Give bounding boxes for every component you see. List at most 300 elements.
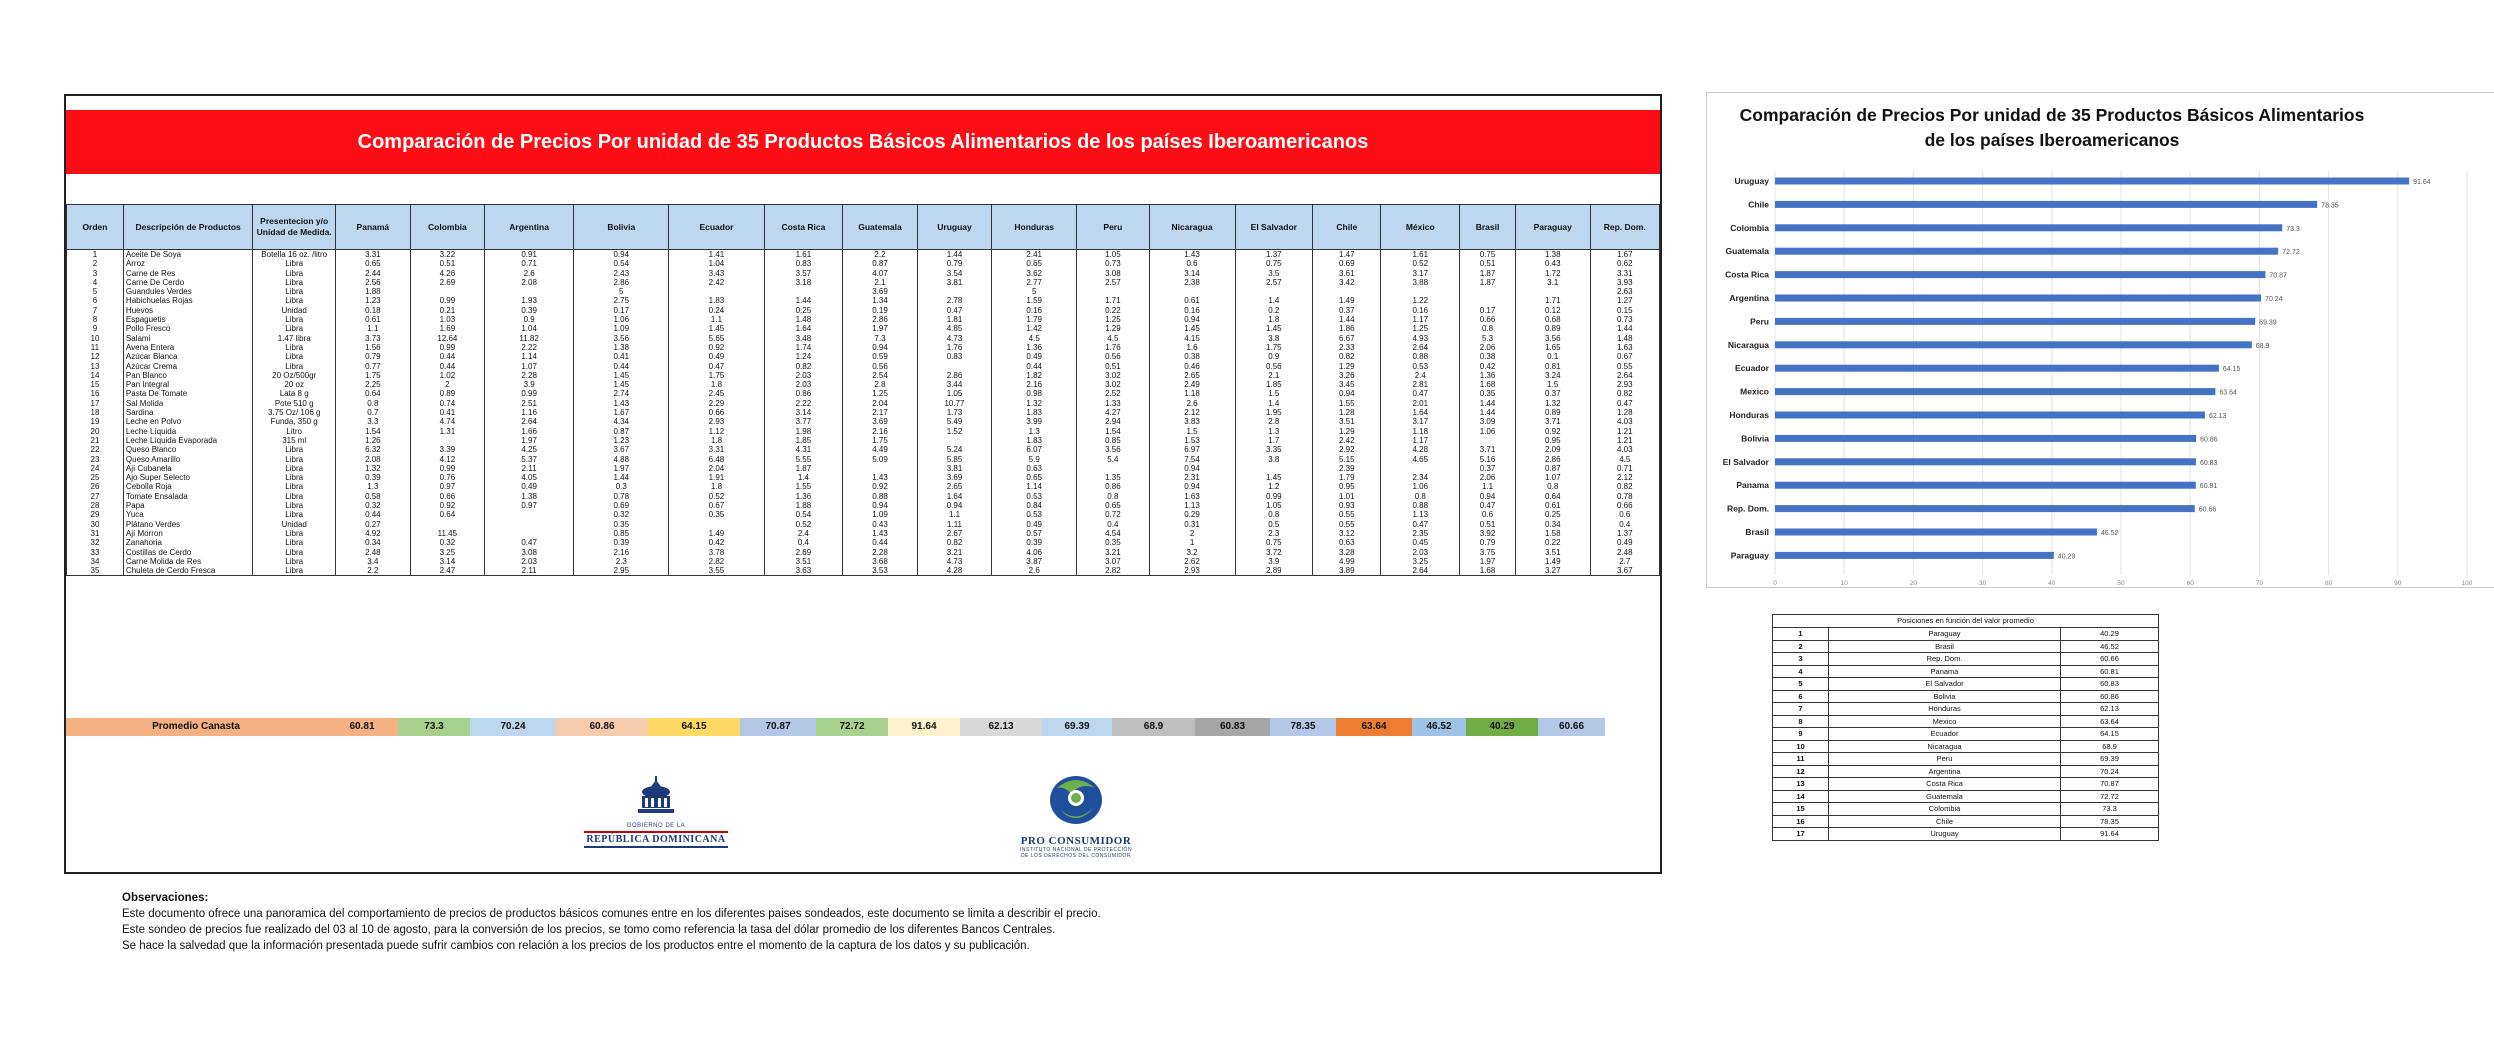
table-cell: 0.64 [336,389,411,398]
table-cell: 13 [67,362,124,371]
table-cell [764,287,843,296]
table-cell: 2.28 [485,371,574,380]
table-cell: 0.94 [917,501,992,510]
table-cell: 0.8 [336,399,411,408]
table-cell: 3.5 [1235,269,1313,278]
average-value: 60.86 [556,718,648,736]
table-cell: 3.07 [1077,557,1149,566]
table-cell: 0.44 [843,538,918,547]
table-cell: 3.1 [1515,278,1590,287]
table-cell: 0.98 [992,389,1077,398]
table-cell: 1.45 [574,380,669,389]
table-cell: 3.09 [1460,417,1516,426]
table-cell: 0.44 [336,510,411,519]
table-cell: 2.63 [1590,287,1660,296]
table-cell: 0.6 [1590,510,1660,519]
ranking-cell: 4 [1773,665,1829,678]
table-cell: 4.25 [485,445,574,454]
table-cell: 5 [67,287,124,296]
table-cell [485,510,574,519]
table-cell: 35 [67,566,124,576]
table-cell: 1.44 [764,296,843,305]
table-cell: 5 [992,287,1077,296]
table-cell: Libra [253,529,336,538]
table-cell: 0.16 [992,306,1077,315]
table-cell: 0.4 [764,538,843,547]
table-cell: 5.49 [917,417,992,426]
table-cell: 3.44 [917,380,992,389]
bar [1775,178,2409,185]
table-cell: 2.64 [485,417,574,426]
table-cell: 0.69 [1313,259,1381,268]
table-cell: 5.16 [1460,455,1516,464]
table-cell: 6.97 [1149,445,1235,454]
table-cell: 0.88 [1381,501,1460,510]
table-cell: 0.58 [336,492,411,501]
table-cell: 1.93 [485,296,574,305]
table-cell: 1.23 [336,296,411,305]
table-cell: 1.36 [1460,371,1516,380]
ranking-cell: 69.39 [2061,753,2159,766]
table-cell: 2.01 [1381,399,1460,408]
table-cell: 0.53 [1381,362,1460,371]
data-label: 60.86 [2200,436,2218,444]
table-cell: 2.75 [574,296,669,305]
table-cell: 2.82 [669,557,764,566]
table-cell: 7 [67,306,124,315]
table-cell: 1.22 [1381,296,1460,305]
table-cell: 0.66 [669,408,764,417]
x-tick-label: 100 [2461,580,2473,587]
table-cell: 0.25 [764,306,843,315]
table-cell: 3.14 [1149,269,1235,278]
table-cell: 1.55 [764,482,843,491]
table-cell: Arroz [123,259,252,268]
table-cell: 1.09 [843,510,918,519]
column-header: Peru [1077,205,1149,250]
table-cell: 6.07 [992,445,1077,454]
bar [1775,482,2196,489]
table-row [67,334,1660,343]
table-cell: 0.72 [1077,510,1149,519]
column-header: Argentina [485,205,574,250]
table-cell: 3.25 [410,548,485,557]
table-cell: 28 [67,501,124,510]
table-cell: 0.47 [1590,399,1660,408]
table-cell: 6.48 [669,455,764,464]
table-cell: 3.17 [1381,417,1460,426]
table-cell: 3 [67,269,124,278]
table-cell: 1.48 [1590,334,1660,343]
ranking-row [1773,715,2159,728]
ranking-cell: 70.24 [2061,765,2159,778]
table-cell: 0.1 [1515,352,1590,361]
table-cell: 0.42 [669,538,764,547]
table-cell: 1.09 [574,324,669,333]
table-row [67,455,1660,464]
table-cell: 1.91 [669,473,764,482]
table-cell: 0.38 [1460,352,1516,361]
table-cell: 2.06 [1460,343,1516,352]
average-value: 60.81 [326,718,398,736]
ranking-row [1773,690,2159,703]
table-cell: 1.71 [1077,296,1149,305]
table-cell: 0.9 [1235,352,1313,361]
table-cell: 5.09 [843,455,918,464]
table-cell: 0.71 [1590,464,1660,473]
table-cell: 0.35 [1460,389,1516,398]
table-cell: 0.55 [1313,510,1381,519]
table-cell: 1.06 [1460,427,1516,436]
table-cell: 0.59 [843,352,918,361]
table-cell: 4.28 [917,566,992,576]
table-cell: 3.99 [992,417,1077,426]
table-cell: 2.49 [1149,380,1235,389]
table-cell: 0.39 [336,473,411,482]
table-cell: 2.6 [485,269,574,278]
table-cell: 5.24 [917,445,992,454]
table-cell: 0.25 [1515,510,1590,519]
ranking-row [1773,753,2159,766]
table-row [67,529,1660,538]
table-cell: 1.17 [1381,436,1460,445]
table-cell [1313,287,1381,296]
table-cell: 0.82 [1313,352,1381,361]
ranking-cell: 5 [1773,678,1829,691]
table-cell: 1.25 [843,389,918,398]
table-cell [410,436,485,445]
average-row [66,718,1660,736]
column-header: Chile [1313,205,1381,250]
observations-line: Este sondeo de precios fue realizado del 03 al 10 de agosto, para la conversión de los precios, se tomo como referencia la tasa del dólar promedio de los diferentes Bancos Centrales. [122,924,1056,936]
table-row [67,408,1660,417]
table-cell: 3.81 [917,278,992,287]
table-cell: 5.37 [485,455,574,464]
table-cell [669,287,764,296]
category-label: Costa Rica [1725,269,1769,280]
table-cell: 3.89 [1313,566,1381,576]
ranking-cell: 60.86 [2061,690,2159,703]
table-cell: 2.86 [917,371,992,380]
table-cell: Azúcar Blanca [123,352,252,361]
table-cell: 1.76 [917,343,992,352]
sheet-title-banner: Comparación de Precios Por unidad de 35 Productos Básicos Alimentarios de los países Iberoamericanos [66,110,1660,174]
data-label: 68.9 [2255,342,2270,350]
table-cell: 2.94 [1077,417,1149,426]
table-row [67,445,1660,454]
table-cell: 4.07 [843,269,918,278]
table-cell: 0.2 [1235,306,1313,315]
ranking-cell: Argentina [1829,765,2061,778]
table-cell: 4.99 [1313,557,1381,566]
category-label: Guatemala [1725,246,1769,257]
table-cell: 3.69 [917,473,992,482]
table-cell: 0.82 [764,362,843,371]
x-tick-label: 90 [2394,580,2402,587]
table-cell: 0.24 [669,306,764,315]
chart-panel [1706,92,2494,588]
ranking-cell: 15 [1773,803,1829,816]
table-cell: 1.8 [669,380,764,389]
table-cell: 1.04 [669,259,764,268]
table-cell: 2.64 [1381,566,1460,576]
table-cell: 3.12 [1313,529,1381,538]
ranking-cell: Chile [1829,815,2061,828]
table-row [67,473,1660,482]
government-logo [571,776,741,848]
table-cell: 2.1 [1235,371,1313,380]
table-cell: 0.53 [992,492,1077,501]
table-cell: 4.34 [574,417,669,426]
table-cell: 3.83 [1149,417,1235,426]
table-cell: 3.75 [1460,548,1516,557]
data-label: 69.39 [2259,319,2277,327]
table-cell: 5.3 [1460,334,1516,343]
table-cell: Lata 8 g [253,389,336,398]
table-cell: 2.35 [1381,529,1460,538]
table-cell: 1.21 [1590,436,1660,445]
table-cell: Libra [253,352,336,361]
table-cell: 2.08 [485,278,574,287]
table-cell: 1.31 [410,427,485,436]
table-cell: 1.85 [764,436,843,445]
table-cell: 3.78 [669,548,764,557]
ranking-row [1773,740,2159,753]
data-label: 64.15 [2222,366,2241,374]
table-cell: 1.44 [917,250,992,260]
table-cell: 0.65 [336,259,411,268]
table-cell: 3.88 [1381,278,1460,287]
table-cell: 24 [67,464,124,473]
table-cell: 1.32 [336,464,411,473]
table-cell: 1.49 [1515,557,1590,566]
table-cell: 3.9 [1235,557,1313,566]
data-label: 46.52 [2100,530,2119,537]
table-cell: Leche Líquida Evaporada [123,436,252,445]
table-cell: 1.75 [669,371,764,380]
table-cell: 7.3 [843,334,918,343]
table-cell: 0.88 [843,492,918,501]
table-cell: 2.11 [485,464,574,473]
table-cell: Papa [123,501,252,510]
table-cell: 0.82 [917,538,992,547]
table-cell: 1.64 [764,324,843,333]
table-cell: 2.8 [843,380,918,389]
table-cell: 3.43 [669,269,764,278]
ranking-cell: Brasil [1829,640,2061,653]
table-row [67,436,1660,445]
data-label: 40.29 [2057,553,2076,561]
table-cell: 17 [67,399,124,408]
table-row [67,520,1660,529]
table-cell: 1.88 [336,287,411,296]
table-cell: Tomate Ensalada [123,492,252,501]
ranking-caption: Posiciones en función del valor promedio [1772,614,2159,627]
data-label: 91.64 [2413,179,2431,186]
table-cell: 31 [67,529,124,538]
table-cell: 1.4 [1235,399,1313,408]
table-cell: 2.16 [574,548,669,557]
x-tick-label: 0 [1773,580,1777,587]
table-cell: 1.75 [1235,343,1313,352]
table-cell: 0.95 [1313,482,1381,491]
ranking-row [1773,640,2159,653]
table-row [67,278,1660,287]
table-cell: 0.21 [410,306,485,315]
table-cell: 1.33 [1077,399,1149,408]
table-cell: 0.61 [1149,296,1235,305]
table-cell: 1.81 [917,315,992,324]
table-cell: 1.43 [574,399,669,408]
table-cell: 1.44 [574,473,669,482]
table-cell: 1.43 [1149,250,1235,260]
chart-title-line-2: de los países Iberoamericanos [1924,130,2180,150]
bar [1775,224,2282,231]
table-cell: Ají Morron [123,529,252,538]
table-row [67,417,1660,426]
table-cell: 3.02 [1077,380,1149,389]
table-cell: 4.65 [1381,455,1460,464]
table-cell: 3.75 Oz/ 106 g [253,408,336,417]
table-cell: Yuca [123,510,252,519]
table-cell: 1.83 [992,436,1077,445]
column-header: Brasil [1460,205,1516,250]
table-cell: 0.65 [992,259,1077,268]
table-cell: 3.56 [1515,334,1590,343]
table-cell: 1.29 [1313,362,1381,371]
table-row [67,510,1660,519]
table-cell: 0.34 [336,538,411,547]
ranking-cell: 14 [1773,790,1829,803]
table-cell: 0.88 [1381,352,1460,361]
table-cell: 1.5 [1149,427,1235,436]
table-row [67,269,1660,278]
ranking-cell: 3 [1773,653,1829,666]
table-cell: 0.74 [410,399,485,408]
table-header-row [67,205,1660,250]
table-cell: 3.67 [574,445,669,454]
table-cell [410,287,485,296]
ranking-cell: Panama [1829,665,2061,678]
table-cell: 1.86 [1313,324,1381,333]
table-cell: 1.75 [336,371,411,380]
ranking-table [1772,614,2159,841]
ranking-row [1773,790,2159,803]
average-values [326,718,1605,736]
table-cell: Huevos [123,306,252,315]
table-cell: 1.64 [1381,408,1460,417]
table-cell: 1.44 [1460,399,1516,408]
table-cell: 0.57 [992,529,1077,538]
observations-line: Este documento ofrece una panoramica del comportamiento de precios de productos básicos comunes entre en los diferentes paises sondeados, este documento se limita a describir el precio. [122,908,1101,920]
table-cell: 2.93 [669,417,764,426]
table-cell: 0.69 [574,501,669,510]
table-cell: 2.57 [1077,278,1149,287]
table-cell: 4.15 [1149,334,1235,343]
table-cell: 4.27 [1077,408,1149,417]
table-cell: 0.32 [336,501,411,510]
ranking-row [1773,665,2159,678]
table-cell: 3.4 [336,557,411,566]
table-cell: 2.93 [1590,380,1660,389]
table-cell: 0.51 [1077,362,1149,371]
average-value: 72.72 [816,718,888,736]
table-cell: 1.45 [1235,473,1313,482]
table-cell: 25 [67,473,124,482]
table-cell: 2.04 [669,464,764,473]
table-cell: 1.52 [917,427,992,436]
table-row [67,352,1660,361]
column-header: Paraguay [1515,205,1590,250]
bar [1775,529,2097,536]
table-cell: 0.89 [1515,324,1590,333]
table-cell: Libra [253,445,336,454]
table-cell: 8 [67,315,124,324]
table-cell: 2.93 [1149,566,1235,576]
table-cell: 2.31 [1149,473,1235,482]
table-cell: 0.22 [1515,538,1590,547]
ranking-cell: 60.83 [2061,678,2159,691]
table-cell: 1.64 [917,492,992,501]
table-cell: 1.07 [485,362,574,371]
bar [1775,271,2265,278]
table-cell: 3.31 [669,445,764,454]
table-cell: 1.54 [336,427,411,436]
column-header: El Salvador [1235,205,1313,250]
table-cell: Salami [123,334,252,343]
table-cell [917,287,992,296]
table-cell: 0.86 [1077,482,1149,491]
table-cell: 1.73 [917,408,992,417]
table-row [67,492,1660,501]
table-cell: 1.05 [1235,501,1313,510]
table-cell: 0.51 [1460,520,1516,529]
table-cell: 2.03 [764,371,843,380]
table-cell: 0.43 [1515,259,1590,268]
ranking-cell: 60.81 [2061,665,2159,678]
table-cell: 1.06 [1381,482,1460,491]
table-cell: 1.56 [336,343,411,352]
table-cell: 0.35 [669,510,764,519]
bar [1775,552,2054,559]
column-header: Costa Rica [764,205,843,250]
table-cell: 0.64 [410,510,485,519]
table-cell: 3.25 [1381,557,1460,566]
ranking-cell: 62.13 [2061,703,2159,716]
table-cell: 1.17 [1381,315,1460,324]
table-cell: 4.88 [574,455,669,464]
x-tick-label: 60 [2186,580,2194,587]
proconsumidor-emblem-icon [1041,774,1111,830]
ranking-row [1773,678,2159,691]
bar [1775,295,2261,302]
table-cell: 2.8 [1235,417,1313,426]
ranking-row [1773,778,2159,791]
column-header: Honduras [992,205,1077,250]
column-header: Uruguay [917,205,992,250]
table-cell: Carne De Cerdo [123,278,252,287]
table-cell: 2.69 [764,548,843,557]
table-cell [669,520,764,529]
table-cell: 4.03 [1590,445,1660,454]
table-cell: 0.55 [1313,520,1381,529]
table-cell: 3.8 [1235,455,1313,464]
table-cell: 1.32 [992,399,1077,408]
table-cell: 3.62 [992,269,1077,278]
table-cell: Leche Líquida [123,427,252,436]
table-cell: 3.28 [1313,548,1381,557]
table-cell: Libra [253,566,336,576]
